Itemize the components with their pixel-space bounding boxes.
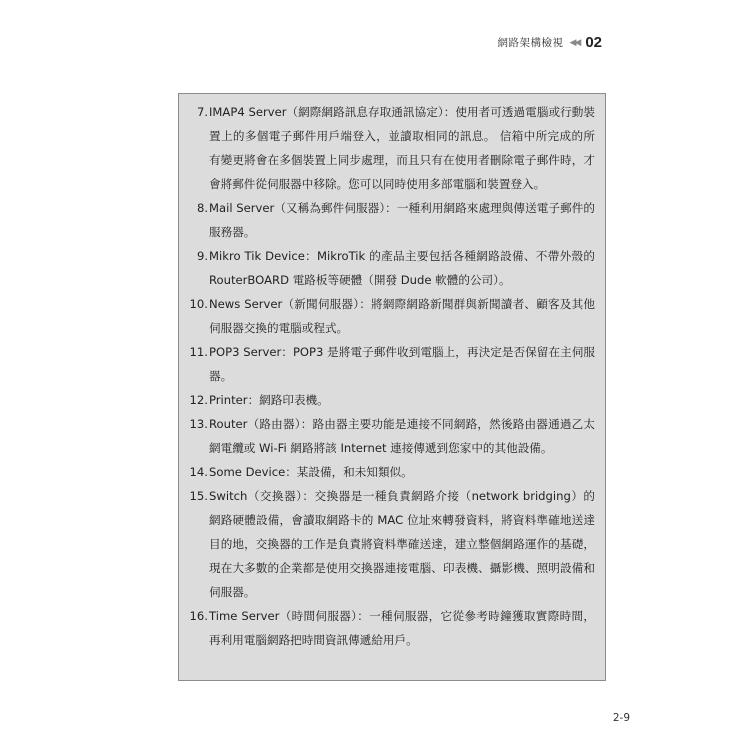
list-item (179, 388, 605, 412)
item-text: Time Server（時間伺服器）：一種伺服器，它從參考時鐘獲取實際時間，再利用電腦網路把時間資訊傳遞給用戶。 (209, 609, 595, 647)
item-text: IMAP4 Server（網際網路訊息存取通訊協定）：使用者可透過電腦或行動裝置上的多個電子郵件用戶端登入，並讀取相同的訊息。 信箱中所完成的所有變更將會在多個裝置上同步處理，而且只有在使用者刪除電子郵件時，才會將郵件從伺服器中移除。您可以同時使用多部電腦和裝置登入。 (209, 105, 595, 191)
list-item (179, 340, 605, 388)
list-item (179, 196, 605, 244)
item-text: Printer：網路印表機。 (209, 393, 329, 407)
item-number: 11. (189, 345, 208, 359)
item-text: POP3 Server：POP3 是將電子郵件收到電腦上，再決定是否保留在主伺服器。 (209, 345, 595, 383)
list-item (179, 100, 605, 196)
item-number: 9. (196, 249, 208, 263)
running-header (497, 34, 602, 51)
glossary-box (178, 93, 606, 681)
double-arrow-icon: ◀◀ (569, 37, 580, 48)
item-number: 8. (196, 201, 208, 215)
item-number: 16. (189, 609, 208, 623)
list-item (179, 460, 605, 484)
chapter-number: 02 (585, 34, 602, 51)
item-number: 14. (189, 465, 208, 479)
list-item (179, 292, 605, 340)
item-number: 12. (189, 393, 208, 407)
item-text: Some Device：某設備，和未知類似。 (209, 465, 413, 479)
list-item (179, 244, 605, 292)
item-number: 13. (189, 417, 208, 431)
list-item (179, 604, 605, 652)
item-text: News Server（新聞伺服器）：將網際網路新聞群與新聞讀者、顧客及其他伺服器交換的電腦或程式。 (209, 297, 595, 335)
list-item (179, 412, 605, 460)
item-text: Mikro Tik Device：MikroTik 的產品主要包括各種網路設備、不帶外殼的 RouterBOARD 電路板等硬體（開發 Dude 軟體的公司）。 (209, 249, 595, 287)
page-number: 2-9 (612, 712, 630, 724)
item-number: 15. (189, 489, 208, 503)
chapter-title: 網路架構檢視 (497, 37, 564, 49)
item-text: Mail Server（又稱為郵件伺服器）：一種利用網路來處理與傳送電子郵件的服務器。 (209, 201, 595, 239)
item-text: Router（路由器）：路由器主要功能是連接不同網路，然後路由器通過乙太網電纜或 Wi-Fi 網路將該 Internet 連接傳遞到您家中的其他設備。 (209, 417, 595, 455)
item-text: Switch（交換器）：交換器是一種負責網路介接（network bridging）的網路硬體設備，會讀取網路卡的 MAC 位址來轉發資料，將資料準確地送達目的地，交換器的工作是負責將資料準確送達，建立整個網路運作的基礎，現在大多數的企業都是使用交換器連接電腦、印表機、攝影機、照明設備和伺服器。 (209, 489, 595, 599)
item-number: 7. (196, 105, 208, 119)
item-number: 10. (189, 297, 208, 311)
list-item (179, 484, 605, 604)
